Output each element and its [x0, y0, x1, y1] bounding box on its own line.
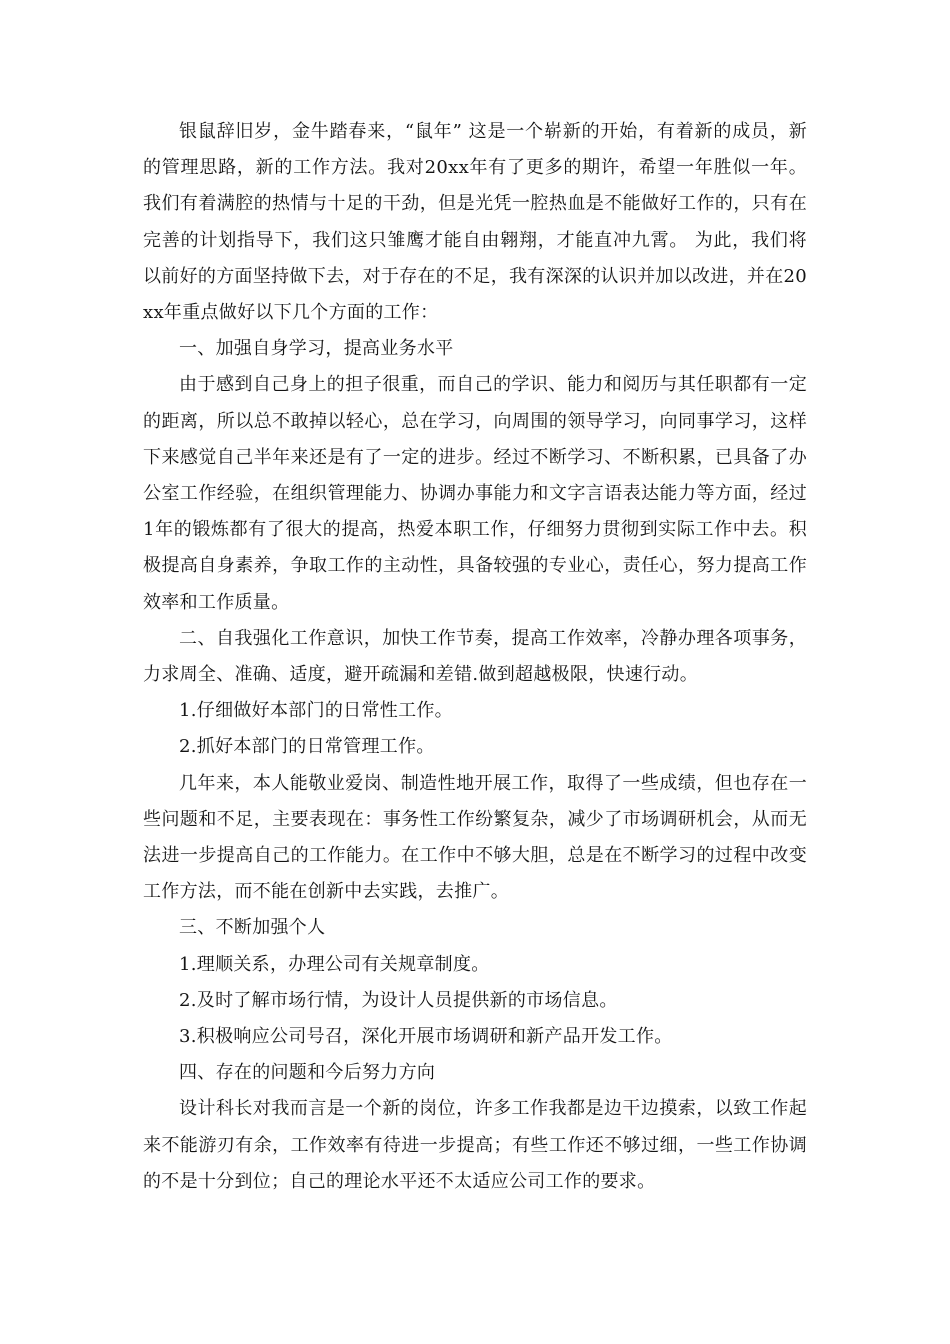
section-2-item-2: 2.抓好本部门的日常管理工作。 — [179, 736, 435, 758]
section-3-item-1: 1.理顺关系，办理公司有关规章制度。 — [179, 953, 490, 975]
section-2-paragraph: 几年来，本人能敬业爱岗、制造性地开展工作，取得了一些成绩，但也存在一些问题和不足，主要表现在：事务性工作纷繁复杂，减少了市场调研机会，从而无法进一步提高自己的工作能力。在工作中不够大胆，总是在不断学习的过程中改变工作方法，而不能在创新中去实践，去推广。 — [143, 772, 807, 903]
section-heading-1: 一、加强自身学习，提高业务水平 — [179, 338, 454, 360]
section-heading-4: 四、存在的问题和今后努力方向 — [179, 1062, 436, 1084]
document-body — [143, 114, 807, 1200]
section-3-item-2: 2.及时了解市场行情，为设计人员提供新的市场信息。 — [179, 989, 618, 1011]
section-heading-3: 三、不断加强个人 — [179, 917, 326, 939]
section-2-item-1: 1.仔细做好本部门的日常性工作。 — [179, 700, 453, 722]
section-heading-2-paragraph: 二、自我强化工作意识，加快工作节奏，提高工作效率，冷静办理各项事务，力求周全、准确、适度，避开疏漏和差错.做到超越极限，快速行动。 — [143, 627, 807, 686]
section-3-item-3: 3.积极响应公司号召，深化开展市场调研和新产品开发工作。 — [179, 1026, 673, 1048]
section-4-paragraph: 设计科长对我而言是一个新的岗位，许多工作我都是边干边摸索，以致工作起来不能游刃有余，工作效率有待进一步提高；有些工作还不够过细，一些工作协调的不是十分到位；自己的理论水平还不太适应公司工作的要求。 — [143, 1098, 807, 1192]
section-1-paragraph: 由于感到自己身上的担子很重，而自己的学识、能力和阅历与其任职都有一定的距离，所以总不敢掉以轻心，总在学习，向周围的领导学习，向同事学习，这样下来感觉自己半年来还是有了一定的进步。经过不断学习、不断积累，已具备了办公室工作经验，在组织管理能力、协调办事能力和文字言语表达能力等方面，经过1年的锻炼都有了很大的提高，热爱本职工作，仔细努力贯彻到实际工作中去。积极提高自身素养，争取工作的主动性，具备较强的专业心，责任心，努力提高工作效率和工作质量。 — [143, 374, 807, 613]
intro-paragraph: 银鼠辞旧岁，金牛踏春来，“鼠年” 这是一个崭新的开始，有着新的成员，新的管理思路，新的工作方法。我对20xx年有了更多的期许，希望一年胜似一年。 我们有着满腔的热情与十足的干劲，但是光凭一腔热血是不能做好工作的，只有在完善的计划指导下，我们这只雏鹰才能自由翱翔，才能直冲九霄。 为此，我们将以前好的方面坚持做下去，对于存在的不足，我有深深的认识并加以改进，并在20xx年重点做好以下几个方面的工作： — [143, 121, 808, 324]
